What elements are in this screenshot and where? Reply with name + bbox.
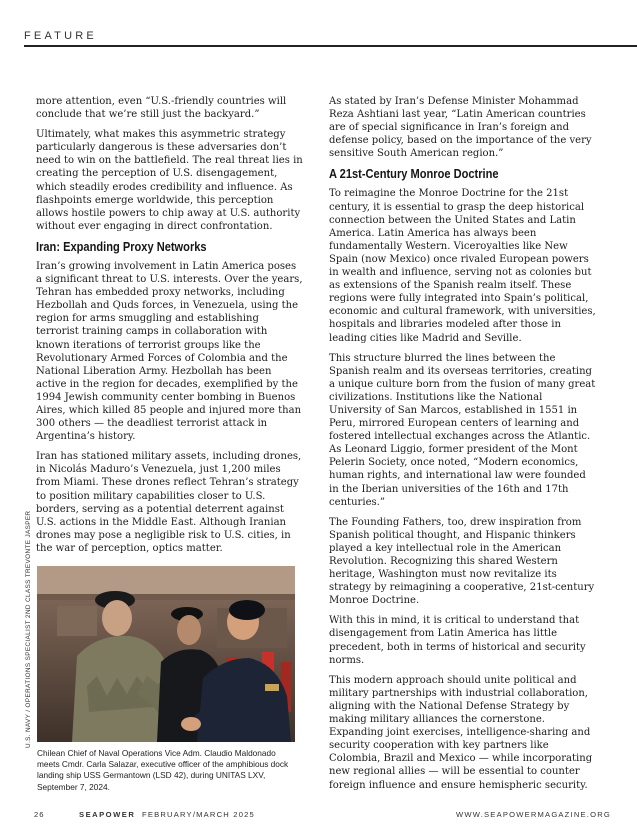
left-column [36,95,304,562]
right-column [329,95,597,799]
header-rule [24,45,637,47]
paragraph: As stated by Iran’s Defense Minister Mohammad Reza Ashtiani last year, “Latin American countries are of special significance in Iran’s foreign and defense policy, based on the importance of the very sensitive South American region.” [329,96,592,160]
paragraph: This modern approach should unite political and military partnerships with industrial collaboration, aligning with the National Defense Strategy by making military alliances the cornerstone. Expanding joint exercises, intelligence-sharing and security cooperation with key partners like Colombia, Brazil and Mexico — while incorporating new regional allies — will be essential to counter foreign influence and ensure hemispheric security. [329,674,593,791]
section-heading: Iran: Expanding Proxy Networks [36,239,207,254]
paragraph: This structure blurred the lines between the Spanish realm and its overseas territories, creating a unique culture born from the fusion of many great civilizations. Institutions like the National University of San Marcos, established in 1551 in Peru, mirrored European centers of learning and fostered intellectual exchanges across the Atlantic. As Leonard Liggio, former president of the Mont Pelerin Society, once noted, “Modern economics, human rights, and international law were founded in the Iberian universities of the 16th and 17th centuries.” [329,352,596,508]
issue-date: FEBRUARY/MARCH 2025 [142,810,255,819]
page-number: 26 [34,810,45,819]
magazine-name: SEAPOWER [79,810,136,819]
paragraph: Iran’s growing involvement in Latin America poses a significant threat to U.S. interests. Over the years, Tehran has embedded proxy networks, including Hezbollah and Quds forces, in Venezuela, using the region for arms smuggling and establishing terrorist training camps in collaboration with known iterations of terrorist groups like the Revolutionary Armed Forces of Colombia and the National Liberation Army. Hezbollah has been active in the region for decades, exemplified by the 1994 Jewish community center bombing in Buenos Aires, which killed 85 people and injured more than 300 others — the deadliest terrorist attack in Argentina’s history. [36,260,303,443]
photo-caption: Chilean Chief of Naval Operations Vice Adm. Claudio Maldonado meets Cmdr. Carla Salazar, executive officer of the amphibious dock landing ship USS Germantown (LSD 42), during UNITAS LXV, September 7, 2024. [37,748,289,792]
article-photo [37,566,295,742]
section-heading: A 21st-Century Monroe Doctrine [329,167,499,182]
photo-illustration [37,566,295,742]
paragraph: To reimagine the Monroe Doctrine for the 21st century, it is essential to grasp the deep historical connection between the United States and Latin America. Latin America has always been fundamentally Western. Viceroyalties like New Spain (now Mexico) once rivaled European powers in wealth and influence, serving not as colonies but as extensions of the Spanish realm itself. These regions were fully integrated into Spain’s political, economic and cultural framework, with universities, hospitals and libraries modeled after those in leading cities like Madrid and Seville. [329,188,596,344]
paragraph: more attention, even “U.S.-friendly countries will conclude that we’re still just the backyard.” [36,96,287,121]
photo-credit [24,510,34,748]
website-url: WWW.SEAPOWERMAGAZINE.ORG [456,810,611,819]
photo-credit-text: U.S. NAVY / OPERATIONS SPECIALIST 2ND CLASS TREVONTE JASPER [25,510,32,748]
paragraph: Iran has stationed military assets, including drones, in Nicolás Maduro’s Venezuela, just 1,200 miles from Miami. These drones reflect Tehran’s strategy to position military capabilities closer to U.S. borders, serving as a potential deterrent against U.S. actions in the Middle East. Although Iranian drones may pose a negligible risk to U.S. cities, in the war of perception, optics matter. [36,451,302,554]
paragraph: With this in mind, it is critical to understand that disengagement from Latin America has little precedent, both in terms of historical and security norms. [329,615,586,666]
paragraph: Ultimately, what makes this asymmetric strategy particularly dangerous is these adversaries don’t need to win on the battlefield. The real threat lies in creating the perception of U.S. disengagement, which steadily erodes credibility and influence. As flashpoints emerge worldwide, this perception allows hostile powers to chip away at U.S. authority without ever engaging in direct confrontation. [36,129,303,232]
paragraph: The Founding Fathers, too, drew inspiration from Spanish political thought, and Hispanic thinkers played a key intellectual role in the American Revolution. Recognizing this shared Western heritage, Washington must now revitalize its strategy by reimagining a cooperative, 21st-century Monroe Doctrine. [329,516,595,607]
section-label: FEATURE [24,30,97,42]
